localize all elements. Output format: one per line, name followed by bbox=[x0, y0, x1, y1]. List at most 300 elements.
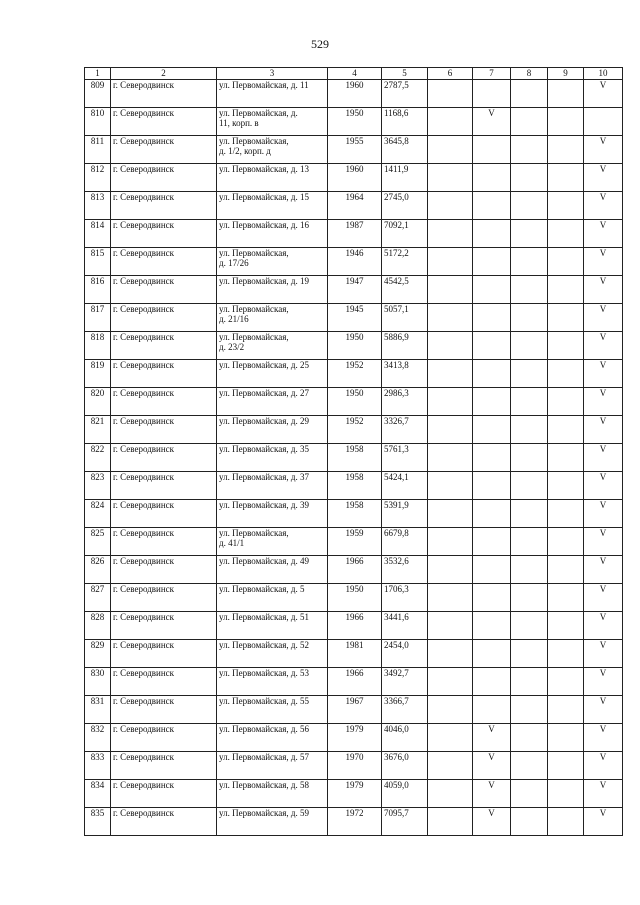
city-cell: г. Северодвинск bbox=[111, 444, 217, 472]
address-line: ул. Первомайская, д. 55 bbox=[219, 696, 309, 706]
city-cell: г. Северодвинск bbox=[111, 388, 217, 416]
col7-mark-cell bbox=[473, 444, 511, 472]
col10-mark-cell: V bbox=[584, 808, 623, 836]
city-cell: г. Северодвинск bbox=[111, 668, 217, 696]
year-cell: 1959 bbox=[328, 528, 382, 556]
area-cell: 2454,0 bbox=[382, 640, 428, 668]
year-cell: 1945 bbox=[328, 304, 382, 332]
area-cell: 2787,5 bbox=[382, 80, 428, 108]
year-cell: 1987 bbox=[328, 220, 382, 248]
city-cell: г. Северодвинск bbox=[111, 276, 217, 304]
city-cell: г. Северодвинск bbox=[111, 164, 217, 192]
col7-mark-cell bbox=[473, 388, 511, 416]
col9-cell bbox=[548, 388, 584, 416]
col10-mark-cell: V bbox=[584, 416, 623, 444]
table-body bbox=[85, 80, 623, 836]
year-cell: 1958 bbox=[328, 472, 382, 500]
area-cell: 4059,0 bbox=[382, 780, 428, 808]
col7-mark-cell bbox=[473, 500, 511, 528]
column-header: 3 bbox=[217, 68, 328, 80]
col10-mark-cell: V bbox=[584, 500, 623, 528]
address-line: ул. Первомайская, д. 16 bbox=[219, 220, 309, 230]
address-line: ул. Первомайская, д. 27 bbox=[219, 388, 309, 398]
address-cell bbox=[217, 696, 328, 724]
table-row bbox=[85, 388, 623, 416]
col6-cell bbox=[428, 472, 473, 500]
col9-cell bbox=[548, 584, 584, 612]
column-header: 5 bbox=[382, 68, 428, 80]
city-cell: г. Северодвинск bbox=[111, 472, 217, 500]
address-line: ул. Первомайская, д. 58 bbox=[219, 780, 309, 790]
year-cell: 1960 bbox=[328, 80, 382, 108]
address-line: ул. Первомайская, д. 56 bbox=[219, 724, 309, 734]
col10-mark-cell: V bbox=[584, 192, 623, 220]
row-number: 829 bbox=[85, 640, 111, 668]
row-number: 813 bbox=[85, 192, 111, 220]
address-line: ул. Первомайская, д. 53 bbox=[219, 668, 309, 678]
address-line: ул. Первомайская, д. 51 bbox=[219, 612, 309, 622]
year-cell: 1950 bbox=[328, 108, 382, 136]
year-cell: 1972 bbox=[328, 808, 382, 836]
table-row bbox=[85, 696, 623, 724]
address-line: ул. Первомайская, д. 29 bbox=[219, 416, 309, 426]
col9-cell bbox=[548, 248, 584, 276]
col8-cell bbox=[511, 220, 548, 248]
col6-cell bbox=[428, 668, 473, 696]
table-row bbox=[85, 668, 623, 696]
address-line: ул. Первомайская, д. 37 bbox=[219, 472, 309, 482]
year-cell: 1981 bbox=[328, 640, 382, 668]
area-cell: 3441,6 bbox=[382, 612, 428, 640]
col10-mark-cell bbox=[584, 108, 623, 136]
year-cell: 1960 bbox=[328, 164, 382, 192]
col9-cell bbox=[548, 304, 584, 332]
city-cell: г. Северодвинск bbox=[111, 108, 217, 136]
col6-cell bbox=[428, 136, 473, 164]
address-line: 11, корп. в bbox=[219, 118, 259, 128]
col8-cell bbox=[511, 108, 548, 136]
row-number: 809 bbox=[85, 80, 111, 108]
address-line: ул. Первомайская, bbox=[219, 304, 289, 314]
row-number: 810 bbox=[85, 108, 111, 136]
col7-mark-cell bbox=[473, 192, 511, 220]
col7-mark-cell bbox=[473, 304, 511, 332]
row-number: 820 bbox=[85, 388, 111, 416]
col10-mark-cell: V bbox=[584, 668, 623, 696]
col9-cell bbox=[548, 612, 584, 640]
address-line: ул. Первомайская, д. 15 bbox=[219, 192, 309, 202]
col7-mark-cell bbox=[473, 696, 511, 724]
address-line: ул. Первомайская, bbox=[219, 248, 289, 258]
row-number: 812 bbox=[85, 164, 111, 192]
col9-cell bbox=[548, 528, 584, 556]
table-row bbox=[85, 304, 623, 332]
address-line: д. 41/1 bbox=[219, 538, 245, 548]
col7-mark-cell bbox=[473, 248, 511, 276]
row-number: 818 bbox=[85, 332, 111, 360]
col6-cell bbox=[428, 752, 473, 780]
col10-mark-cell: V bbox=[584, 696, 623, 724]
year-cell: 1966 bbox=[328, 556, 382, 584]
city-cell: г. Северодвинск bbox=[111, 248, 217, 276]
col10-mark-cell: V bbox=[584, 556, 623, 584]
col8-cell bbox=[511, 248, 548, 276]
year-cell: 1947 bbox=[328, 276, 382, 304]
address-line: ул. Первомайская, д. 5 bbox=[219, 584, 305, 594]
col10-mark-cell: V bbox=[584, 528, 623, 556]
year-cell: 1955 bbox=[328, 136, 382, 164]
row-number: 816 bbox=[85, 276, 111, 304]
table-row bbox=[85, 612, 623, 640]
col6-cell bbox=[428, 584, 473, 612]
col7-mark-cell: V bbox=[473, 724, 511, 752]
area-cell: 3492,7 bbox=[382, 668, 428, 696]
address-cell bbox=[217, 80, 328, 108]
row-number: 830 bbox=[85, 668, 111, 696]
col9-cell bbox=[548, 416, 584, 444]
city-cell: г. Северодвинск bbox=[111, 360, 217, 388]
address-cell bbox=[217, 248, 328, 276]
address-cell bbox=[217, 164, 328, 192]
area-cell: 2745,0 bbox=[382, 192, 428, 220]
col6-cell bbox=[428, 724, 473, 752]
row-number: 827 bbox=[85, 584, 111, 612]
col6-cell bbox=[428, 500, 473, 528]
area-cell: 1168,6 bbox=[382, 108, 428, 136]
row-number: 819 bbox=[85, 360, 111, 388]
col8-cell bbox=[511, 192, 548, 220]
col6-cell bbox=[428, 332, 473, 360]
row-number: 821 bbox=[85, 416, 111, 444]
col9-cell bbox=[548, 472, 584, 500]
address-line: ул. Первомайская, д. 57 bbox=[219, 752, 309, 762]
address-cell bbox=[217, 108, 328, 136]
address-cell bbox=[217, 304, 328, 332]
col9-cell bbox=[548, 220, 584, 248]
row-number: 831 bbox=[85, 696, 111, 724]
col7-mark-cell bbox=[473, 472, 511, 500]
col9-cell bbox=[548, 808, 584, 836]
col9-cell bbox=[548, 444, 584, 472]
area-cell: 6679,8 bbox=[382, 528, 428, 556]
col8-cell bbox=[511, 472, 548, 500]
address-cell bbox=[217, 668, 328, 696]
address-cell bbox=[217, 416, 328, 444]
year-cell: 1979 bbox=[328, 724, 382, 752]
year-cell: 1950 bbox=[328, 584, 382, 612]
col10-mark-cell: V bbox=[584, 80, 623, 108]
address-cell bbox=[217, 136, 328, 164]
col10-mark-cell: V bbox=[584, 136, 623, 164]
col10-mark-cell: V bbox=[584, 472, 623, 500]
col10-mark-cell: V bbox=[584, 304, 623, 332]
col8-cell bbox=[511, 808, 548, 836]
col9-cell bbox=[548, 332, 584, 360]
area-cell: 2986,3 bbox=[382, 388, 428, 416]
city-cell: г. Северодвинск bbox=[111, 696, 217, 724]
col6-cell bbox=[428, 808, 473, 836]
address-line: ул. Первомайская, bbox=[219, 136, 289, 146]
city-cell: г. Северодвинск bbox=[111, 220, 217, 248]
address-cell bbox=[217, 500, 328, 528]
address-cell bbox=[217, 220, 328, 248]
col7-mark-cell: V bbox=[473, 108, 511, 136]
col9-cell bbox=[548, 668, 584, 696]
row-number: 835 bbox=[85, 808, 111, 836]
table-row bbox=[85, 780, 623, 808]
area-cell: 5391,9 bbox=[382, 500, 428, 528]
year-cell: 1970 bbox=[328, 752, 382, 780]
col8-cell bbox=[511, 752, 548, 780]
col8-cell bbox=[511, 276, 548, 304]
col6-cell bbox=[428, 220, 473, 248]
address-cell bbox=[217, 360, 328, 388]
col7-mark-cell bbox=[473, 640, 511, 668]
city-cell: г. Северодвинск bbox=[111, 612, 217, 640]
col6-cell bbox=[428, 304, 473, 332]
col6-cell bbox=[428, 360, 473, 388]
table-row bbox=[85, 416, 623, 444]
area-cell: 7092,1 bbox=[382, 220, 428, 248]
col10-mark-cell: V bbox=[584, 780, 623, 808]
row-number: 824 bbox=[85, 500, 111, 528]
area-cell: 5057,1 bbox=[382, 304, 428, 332]
table-row bbox=[85, 360, 623, 388]
address-line: ул. Первомайская, bbox=[219, 332, 289, 342]
area-cell: 3676,0 bbox=[382, 752, 428, 780]
col8-cell bbox=[511, 668, 548, 696]
year-cell: 1952 bbox=[328, 360, 382, 388]
area-cell: 5424,1 bbox=[382, 472, 428, 500]
col7-mark-cell bbox=[473, 416, 511, 444]
address-cell bbox=[217, 556, 328, 584]
city-cell: г. Северодвинск bbox=[111, 584, 217, 612]
address-line: ул. Первомайская, д. 25 bbox=[219, 360, 309, 370]
col7-mark-cell bbox=[473, 332, 511, 360]
col6-cell bbox=[428, 612, 473, 640]
city-cell: г. Северодвинск bbox=[111, 80, 217, 108]
col7-mark-cell bbox=[473, 528, 511, 556]
address-line: ул. Первомайская, д. 19 bbox=[219, 276, 309, 286]
col6-cell bbox=[428, 528, 473, 556]
col9-cell bbox=[548, 164, 584, 192]
col9-cell bbox=[548, 752, 584, 780]
col6-cell bbox=[428, 80, 473, 108]
col7-mark-cell bbox=[473, 136, 511, 164]
col10-mark-cell: V bbox=[584, 612, 623, 640]
col7-mark-cell bbox=[473, 80, 511, 108]
address-line: д. 17/26 bbox=[219, 258, 249, 268]
year-cell: 1958 bbox=[328, 500, 382, 528]
col6-cell bbox=[428, 164, 473, 192]
row-number: 826 bbox=[85, 556, 111, 584]
col7-mark-cell bbox=[473, 220, 511, 248]
col10-mark-cell: V bbox=[584, 752, 623, 780]
col8-cell bbox=[511, 444, 548, 472]
col7-mark-cell bbox=[473, 584, 511, 612]
address-line: ул. Первомайская, д. 52 bbox=[219, 640, 309, 650]
col10-mark-cell: V bbox=[584, 640, 623, 668]
table-row bbox=[85, 724, 623, 752]
address-line: ул. Первомайская, д. bbox=[219, 108, 298, 118]
area-cell: 3645,8 bbox=[382, 136, 428, 164]
area-cell: 3366,7 bbox=[382, 696, 428, 724]
col9-cell bbox=[548, 80, 584, 108]
col10-mark-cell: V bbox=[584, 248, 623, 276]
row-number: 814 bbox=[85, 220, 111, 248]
city-cell: г. Северодвинск bbox=[111, 192, 217, 220]
col6-cell bbox=[428, 108, 473, 136]
area-cell: 4542,5 bbox=[382, 276, 428, 304]
col8-cell bbox=[511, 780, 548, 808]
city-cell: г. Северодвинск bbox=[111, 416, 217, 444]
row-number: 817 bbox=[85, 304, 111, 332]
col6-cell bbox=[428, 556, 473, 584]
table-row bbox=[85, 808, 623, 836]
column-header: 4 bbox=[328, 68, 382, 80]
col10-mark-cell: V bbox=[584, 360, 623, 388]
address-cell bbox=[217, 444, 328, 472]
address-line: ул. Первомайская, д. 35 bbox=[219, 444, 309, 454]
col6-cell bbox=[428, 444, 473, 472]
table-row bbox=[85, 500, 623, 528]
year-cell: 1952 bbox=[328, 416, 382, 444]
area-cell: 5761,3 bbox=[382, 444, 428, 472]
table-row bbox=[85, 220, 623, 248]
address-cell bbox=[217, 584, 328, 612]
col9-cell bbox=[548, 556, 584, 584]
col6-cell bbox=[428, 248, 473, 276]
area-cell: 1706,3 bbox=[382, 584, 428, 612]
year-cell: 1950 bbox=[328, 388, 382, 416]
table-row bbox=[85, 556, 623, 584]
col9-cell bbox=[548, 780, 584, 808]
table-row bbox=[85, 136, 623, 164]
city-cell: г. Северодвинск bbox=[111, 752, 217, 780]
col7-mark-cell bbox=[473, 612, 511, 640]
area-cell: 4046,0 bbox=[382, 724, 428, 752]
col8-cell bbox=[511, 360, 548, 388]
col8-cell bbox=[511, 724, 548, 752]
col8-cell bbox=[511, 612, 548, 640]
col7-mark-cell bbox=[473, 360, 511, 388]
table-row bbox=[85, 472, 623, 500]
col10-mark-cell: V bbox=[584, 724, 623, 752]
column-header: 10 bbox=[584, 68, 623, 80]
col9-cell bbox=[548, 192, 584, 220]
address-cell bbox=[217, 276, 328, 304]
area-cell: 3532,6 bbox=[382, 556, 428, 584]
address-cell bbox=[217, 388, 328, 416]
col9-cell bbox=[548, 696, 584, 724]
col10-mark-cell: V bbox=[584, 444, 623, 472]
row-number: 834 bbox=[85, 780, 111, 808]
table-row bbox=[85, 80, 623, 108]
row-number: 825 bbox=[85, 528, 111, 556]
address-cell bbox=[217, 752, 328, 780]
col10-mark-cell: V bbox=[584, 332, 623, 360]
city-cell: г. Северодвинск bbox=[111, 724, 217, 752]
column-header: 6 bbox=[428, 68, 473, 80]
col8-cell bbox=[511, 500, 548, 528]
row-number: 823 bbox=[85, 472, 111, 500]
col10-mark-cell: V bbox=[584, 388, 623, 416]
year-cell: 1958 bbox=[328, 444, 382, 472]
col8-cell bbox=[511, 696, 548, 724]
address-cell bbox=[217, 780, 328, 808]
address-line: ул. Первомайская, д. 49 bbox=[219, 556, 309, 566]
column-header: 8 bbox=[511, 68, 548, 80]
col6-cell bbox=[428, 640, 473, 668]
col8-cell bbox=[511, 640, 548, 668]
address-line: д. 21/16 bbox=[219, 314, 249, 324]
table-row bbox=[85, 332, 623, 360]
area-cell: 5886,9 bbox=[382, 332, 428, 360]
col7-mark-cell bbox=[473, 668, 511, 696]
city-cell: г. Северодвинск bbox=[111, 556, 217, 584]
col7-mark-cell: V bbox=[473, 808, 511, 836]
year-cell: 1966 bbox=[328, 668, 382, 696]
address-line: ул. Первомайская, bbox=[219, 528, 289, 538]
city-cell: г. Северодвинск bbox=[111, 640, 217, 668]
col6-cell bbox=[428, 780, 473, 808]
column-header: 9 bbox=[548, 68, 584, 80]
address-line: ул. Первомайская, д. 13 bbox=[219, 164, 309, 174]
col8-cell bbox=[511, 304, 548, 332]
table-row bbox=[85, 584, 623, 612]
column-header: 7 bbox=[473, 68, 511, 80]
table-row bbox=[85, 640, 623, 668]
table-row bbox=[85, 192, 623, 220]
city-cell: г. Северодвинск bbox=[111, 528, 217, 556]
table-row bbox=[85, 752, 623, 780]
year-cell: 1964 bbox=[328, 192, 382, 220]
city-cell: г. Северодвинск bbox=[111, 304, 217, 332]
col9-cell bbox=[548, 360, 584, 388]
year-cell: 1966 bbox=[328, 612, 382, 640]
area-cell: 7095,7 bbox=[382, 808, 428, 836]
col8-cell bbox=[511, 584, 548, 612]
city-cell: г. Северодвинск bbox=[111, 332, 217, 360]
col10-mark-cell: V bbox=[584, 220, 623, 248]
column-header: 1 bbox=[85, 68, 111, 80]
address-cell bbox=[217, 192, 328, 220]
address-line: ул. Первомайская, д. 39 bbox=[219, 500, 309, 510]
address-line: д. 23/2 bbox=[219, 342, 245, 352]
col9-cell bbox=[548, 108, 584, 136]
col6-cell bbox=[428, 276, 473, 304]
year-cell: 1950 bbox=[328, 332, 382, 360]
address-cell bbox=[217, 528, 328, 556]
table-row bbox=[85, 164, 623, 192]
address-cell bbox=[217, 472, 328, 500]
col7-mark-cell: V bbox=[473, 780, 511, 808]
col10-mark-cell: V bbox=[584, 276, 623, 304]
year-cell: 1979 bbox=[328, 780, 382, 808]
address-cell bbox=[217, 724, 328, 752]
col6-cell bbox=[428, 388, 473, 416]
year-cell: 1967 bbox=[328, 696, 382, 724]
area-cell: 3413,8 bbox=[382, 360, 428, 388]
col7-mark-cell: V bbox=[473, 752, 511, 780]
col10-mark-cell: V bbox=[584, 164, 623, 192]
col8-cell bbox=[511, 164, 548, 192]
col6-cell bbox=[428, 416, 473, 444]
area-cell: 5172,2 bbox=[382, 248, 428, 276]
row-number: 828 bbox=[85, 612, 111, 640]
col8-cell bbox=[511, 388, 548, 416]
column-number-row bbox=[85, 68, 623, 80]
